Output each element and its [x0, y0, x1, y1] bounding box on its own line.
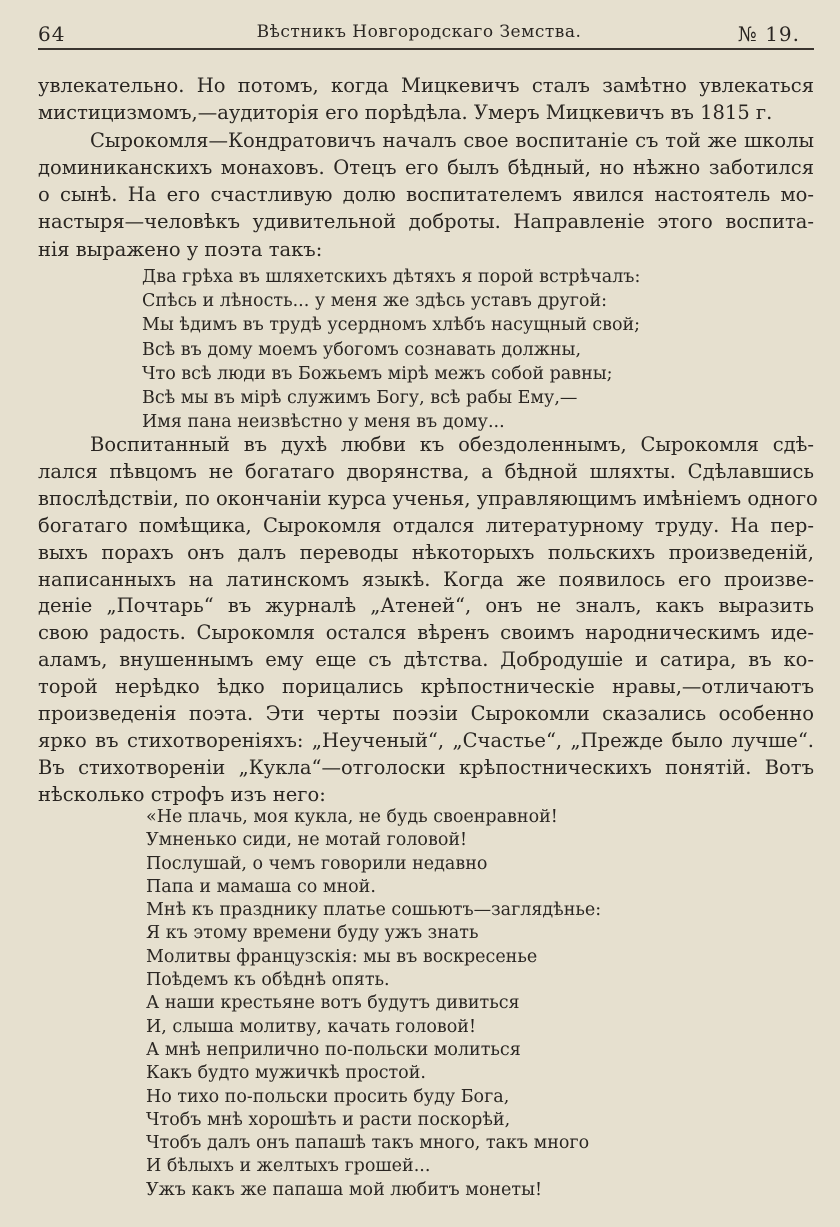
verse-line: «Не плачь, моя кукла, не будь своенравной!: [146, 807, 558, 827]
text-line: выхъ порахъ онъ далъ переводы нѣкоторыхъ польскихъ произведеній,: [38, 540, 814, 564]
text-line: Сырокомля—Кондратовичъ началъ свое воспитаніе съ той же школы: [90, 128, 814, 152]
text-line: Въ стихотвореніи „Кукла“—отголоски крѣпостническихъ понятій. Вотъ: [38, 755, 814, 779]
text-line: доминиканскихъ монаховъ. Отецъ его былъ бѣдный, но нѣжно заботился: [38, 155, 814, 179]
verse-line: Мнѣ къ празднику платье сошьютъ—заглядѣнье:: [146, 900, 602, 921]
verse-line: Поѣдемъ къ обѣднѣ опять.: [146, 970, 390, 991]
running-header: [38, 22, 800, 48]
text-line: ярко въ стихотвореніяхъ: „Неученый“, „Счастье“, „Прежде было лучше“.: [38, 728, 814, 752]
verse-line: Всѣ мы въ мірѣ служимъ Богу, всѣ рабы Ему,—: [142, 388, 578, 409]
verse-line: Что всѣ люди въ Божьемъ мірѣ межъ собой равны;: [142, 363, 613, 384]
text-line: о сынѣ. На его счастливую долю воспитателемъ явился настоятель мо-: [38, 183, 814, 207]
text-line: свою радость. Сырокомля остался вѣренъ своимъ народническимъ иде-: [38, 621, 814, 645]
verse-line: Ужъ какъ же папаша мой любитъ монеты!: [146, 1179, 543, 1200]
paragraph-intro: [38, 72, 814, 263]
text-line: нѣсколько строфъ изъ него:: [38, 782, 326, 806]
page-number: 64: [38, 22, 66, 46]
text-line: лался пѣвцомъ не богатаго дворянства, а бѣдной шляхты. Сдѣлавшись: [38, 459, 814, 483]
text-line: богатаго помѣщика, Сырокомля отдался литературному труду. На пер-: [38, 513, 814, 537]
text-line: аламъ, внушеннымъ ему еще съ дѣтства. Добродушіе и сатира, въ ко-: [38, 648, 814, 672]
verse-line: Имя пана неизвѣстно у меня въ дому...: [142, 412, 505, 433]
paragraph-main: [38, 432, 818, 809]
verse-line: Спѣсь и лѣность... у меня же здѣсь уставъ другой:: [142, 291, 608, 312]
issue-number: № 19.: [737, 22, 800, 46]
verse-line: И бѣлыхъ и желтыхъ грошей...: [146, 1156, 431, 1177]
text-line: написанныхъ на латинскомъ языкѣ. Когда же появилось его произве-: [38, 567, 814, 591]
verse-line: Всѣ въ дому моемъ убогомъ сознавать должны,: [142, 339, 582, 360]
verse-line: Чтобъ далъ онъ папашѣ такъ много, такъ много: [146, 1133, 590, 1154]
verse-line: Папа и мамаша со мной.: [146, 876, 376, 897]
verse-line: Мы ѣдимъ въ трудѣ усердномъ хлѣбъ насущный свой;: [142, 315, 641, 336]
verse-block-2: [146, 806, 601, 1202]
header-rule: [38, 48, 814, 50]
verse-line: Молитвы французскія: мы въ воскресенье: [146, 946, 538, 967]
verse-line: И, слыша молитву, качать головой!: [146, 1016, 476, 1037]
text-line: деніе „Почтарь“ въ журналѣ „Атеней“, онъ не зналъ, какъ выразить: [38, 594, 814, 618]
verse-line: Но тихо по-польски просить буду Бога,: [146, 1086, 510, 1107]
text-line: увлекательно. Но потомъ, когда Мицкевичъ сталъ замѣтно увлекаться: [38, 74, 814, 97]
text-line: произведенія поэта. Эти черты поэзіи Сырокомли сказались особенно: [38, 702, 814, 726]
verse-line: Чтобъ мнѣ хорошѣть и расти поскорѣй,: [146, 1109, 511, 1130]
journal-title: Вѣстникъ Новгородскаго Земства.: [256, 22, 582, 42]
text-line: нія выражено у поэта такъ:: [38, 237, 323, 261]
verse-line: Какъ будто мужичкѣ простой.: [146, 1063, 426, 1084]
verse-line: А мнѣ неприлично по-польски молиться: [146, 1039, 521, 1060]
verse-line: Умненько сиди, не мотай головой!: [146, 830, 468, 851]
verse-line: Два грѣха въ шляхетскихъ дѣтяхъ я порой встрѣчалъ:: [142, 267, 641, 287]
text-line: впослѣдствіи, по окончаніи курса ученья, управляющимъ имѣніемъ одного: [38, 486, 818, 510]
verse-block-1: [142, 265, 640, 434]
verse-line: Послушай, о чемъ говорили недавно: [146, 853, 488, 874]
text-line: Воспитанный въ духѣ любви къ обездоленнымъ, Сырокомля сдѣ-: [90, 433, 814, 456]
text-line: торой нерѣдко ѣдко порицались крѣпостническіе нравы,—отличаютъ: [38, 675, 814, 699]
text-line: настыря—человѣкъ удивительной доброты. Направленіе этого воспита-: [38, 210, 814, 234]
text-body: [38, 72, 818, 1200]
text-line: мистицизмомъ,—аудиторія его порѣдѣла. Умеръ Мицкевичъ въ 1815 г.: [38, 101, 773, 125]
verse-line: Я къ этому времени буду ужъ знать: [146, 923, 479, 944]
verse-line: А наши крестьяне вотъ будутъ дивиться: [146, 993, 520, 1014]
